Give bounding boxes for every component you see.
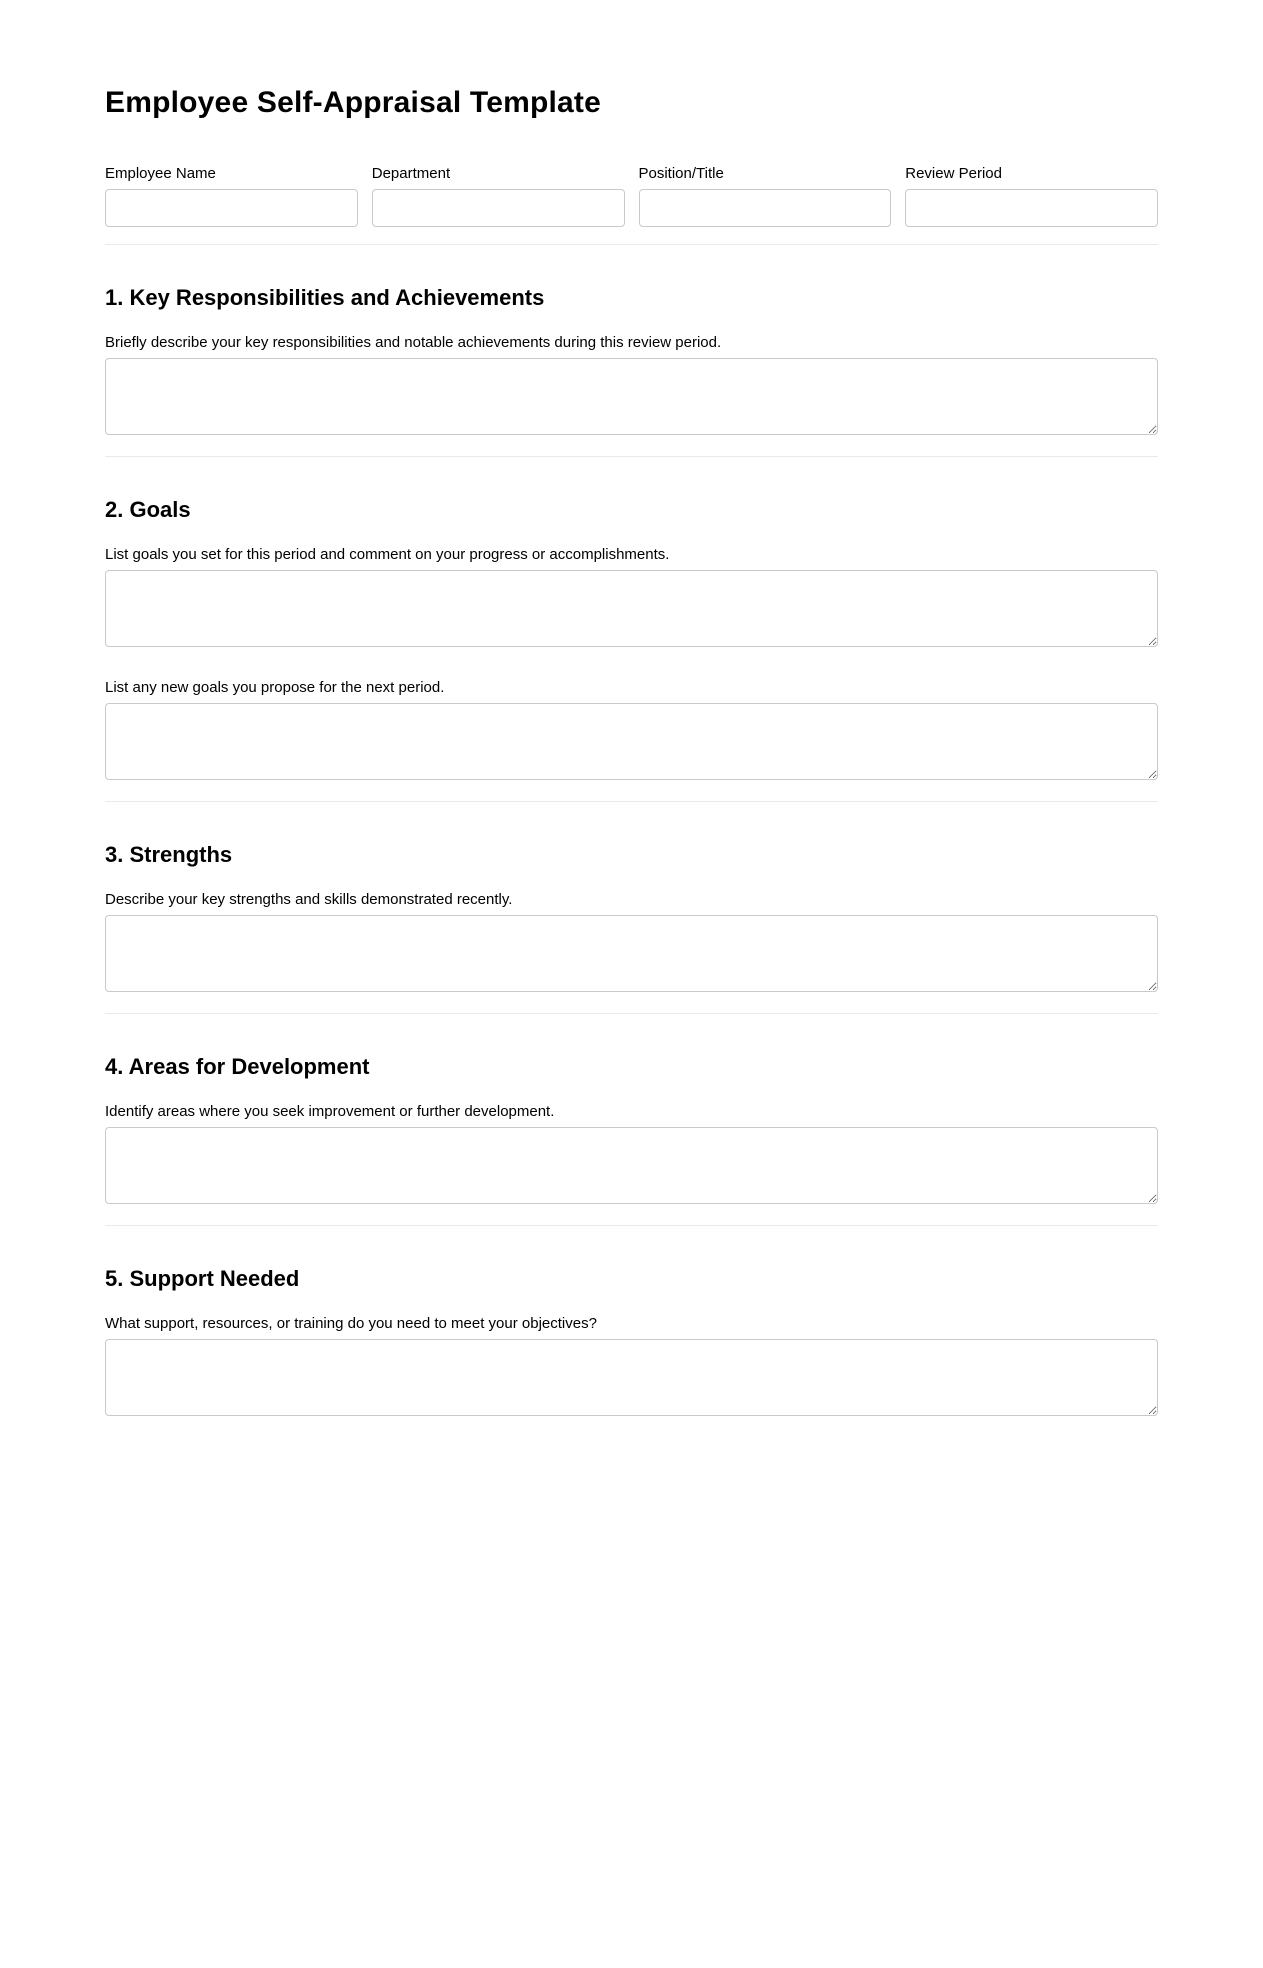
- prompt-block: [105, 678, 1158, 780]
- prompt-block: [105, 333, 1158, 435]
- section-responsibilities: [105, 285, 1158, 435]
- page-title: Employee Self-Appraisal Template: [105, 86, 601, 119]
- prompt-text: Describe your key strengths and skills demonstrated recently.: [105, 890, 513, 908]
- prompt-text: What support, resources, or training do you need to meet your objectives?: [105, 1314, 597, 1332]
- employee-info-row: [105, 164, 1158, 227]
- position-title-input[interactable]: [639, 189, 892, 227]
- department-input[interactable]: [372, 189, 625, 227]
- employee-name-label: Employee Name: [105, 164, 216, 182]
- field-position-title: [639, 164, 892, 227]
- section-support: [105, 1266, 1158, 1416]
- section-heading: 3. Strengths: [105, 841, 233, 867]
- prompt-block: [105, 890, 1158, 992]
- field-employee-name: [105, 164, 358, 227]
- position-title-label: Position/Title: [638, 164, 724, 182]
- goals-progress-textarea[interactable]: [105, 570, 1158, 647]
- prompt-text: List any new goals you propose for the next period.: [105, 678, 445, 696]
- section-divider: [105, 1013, 1158, 1014]
- section-divider: [105, 244, 1158, 245]
- prompt-block: [105, 1314, 1158, 1416]
- section-strengths: [105, 842, 1158, 992]
- prompt-block: [105, 545, 1158, 647]
- strengths-textarea[interactable]: [105, 915, 1158, 992]
- prompt-text: List goals you set for this period and comment on your progress or accomplishments.: [105, 545, 670, 563]
- section-heading: 4. Areas for Development: [105, 1053, 370, 1079]
- field-department: [372, 164, 625, 227]
- section-heading: 1. Key Responsibilities and Achievements: [105, 284, 545, 310]
- section-divider: [105, 1225, 1158, 1226]
- review-period-label: Review Period: [905, 164, 1002, 182]
- section-divider: [105, 456, 1158, 457]
- field-review-period: [905, 164, 1158, 227]
- section-goals: [105, 497, 1158, 780]
- employee-name-input[interactable]: [105, 189, 358, 227]
- section-development: [105, 1054, 1158, 1204]
- prompt-text: Briefly describe your key responsibilities and notable achievements during this review period.: [105, 333, 722, 351]
- new-goals-textarea[interactable]: [105, 703, 1158, 780]
- support-textarea[interactable]: [105, 1339, 1158, 1416]
- section-heading: 2. Goals: [105, 496, 191, 522]
- prompt-text: Identify areas where you seek improvement or further development.: [105, 1102, 555, 1120]
- department-label: Department: [371, 164, 451, 182]
- self-appraisal-form: [105, 86, 1158, 1405]
- responsibilities-textarea[interactable]: [105, 358, 1158, 435]
- section-heading: 5. Support Needed: [105, 1265, 300, 1291]
- development-textarea[interactable]: [105, 1127, 1158, 1204]
- prompt-block: [105, 1102, 1158, 1204]
- review-period-input[interactable]: [905, 189, 1158, 227]
- section-divider: [105, 801, 1158, 802]
